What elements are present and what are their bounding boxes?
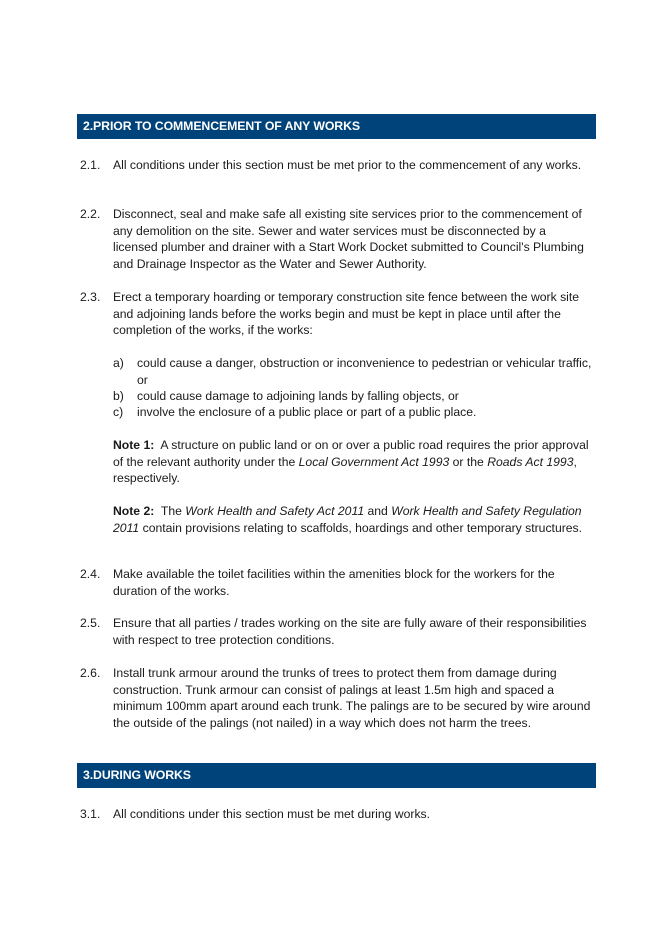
legislation-title: Work Health and Safety Act 2011	[185, 504, 365, 518]
condition-item	[80, 665, 592, 731]
note-text: , respectively.	[113, 454, 577, 485]
condition-item	[80, 615, 592, 648]
legislation-title: Local Government Act 1993	[298, 454, 450, 469]
condition-item	[80, 566, 592, 599]
note-label: Note 1:	[113, 438, 155, 452]
condition-number: 2.1.	[80, 158, 101, 172]
note-text: The	[160, 504, 186, 518]
sub-condition-letter: b)	[113, 389, 124, 403]
section-heading-during-works: 3.DURING WORKS	[77, 763, 596, 788]
sub-condition-text: could cause damage to adjoining lands by falling objects, or	[137, 389, 459, 403]
condition-text: Install trunk armour around the trunks of trees to protect them from damage during construction. Trunk armour can consist of palings at least 1.5m high and spaced a minimum 100mm apart around each trunk. The palings are to be secured by wire around the outside of the palings (not nailed) in a way which does not harm the trees.	[113, 666, 591, 730]
sub-condition-text: involve the enclosure of a public place or part of a public place.	[137, 405, 477, 419]
sub-condition-item	[113, 404, 593, 421]
note-label: Note 2:	[113, 504, 155, 518]
condition-number: 2.2.	[80, 207, 101, 221]
note-text: A structure on public land or on or over a public road requires the prior approval of the relevant authority under the	[113, 438, 589, 469]
note-text: contain provisions relating to scaffolds, hoardings and other temporary structures.	[139, 520, 583, 535]
condition-item	[80, 806, 592, 823]
legislation-title: Roads Act 1993	[487, 454, 574, 469]
note-2	[113, 503, 591, 536]
sub-condition-item	[113, 355, 593, 388]
condition-text: Erect a temporary hoarding or temporary construction site fence between the work site and adjoining lands before the works begin and must be kept in place until after the completion of the works, if the works:	[113, 290, 580, 337]
note-1	[113, 437, 591, 487]
legislation-title: Work Health and Safety Regulation 2011	[113, 504, 582, 535]
condition-number: 2.4.	[80, 567, 101, 581]
condition-number: 2.6.	[80, 666, 101, 680]
condition-item	[80, 289, 592, 339]
condition-text: Ensure that all parties / trades working on the site are fully aware of their responsibilities with respect to tree protection conditions.	[113, 616, 587, 647]
condition-text: Make available the toilet facilities within the amenities block for the workers for the duration of the works.	[113, 567, 555, 598]
condition-number: 3.1.	[80, 807, 101, 821]
note-text: or the	[449, 454, 488, 469]
section-heading-prior-to-commencement: 2.PRIOR TO COMMENCEMENT OF ANY WORKS	[77, 114, 596, 139]
condition-text: All conditions under this section must be met prior to the commencement of any works.	[113, 158, 582, 172]
sub-condition-letter: a)	[113, 356, 124, 370]
condition-number: 2.3.	[80, 290, 101, 304]
condition-item	[80, 157, 592, 174]
sub-condition-letter: c)	[113, 405, 124, 419]
condition-number: 2.5.	[80, 616, 101, 630]
sub-condition-item	[113, 388, 593, 405]
condition-text: Disconnect, seal and make safe all existing site services prior to the commencement of any demolition on the site. Sewer and water services must be disconnected by a licensed plumber and drainer with a Start Work Docket submitted to Council's Plumbing and Drainage Inspector as the Water and Sewer Authority.	[113, 207, 584, 271]
note-text: and	[364, 504, 392, 518]
sub-condition-text: could cause a danger, obstruction or inconvenience to pedestrian or vehicular traffic, or	[137, 356, 592, 387]
condition-text: All conditions under this section must be met during works.	[113, 807, 431, 821]
condition-item	[80, 206, 592, 272]
